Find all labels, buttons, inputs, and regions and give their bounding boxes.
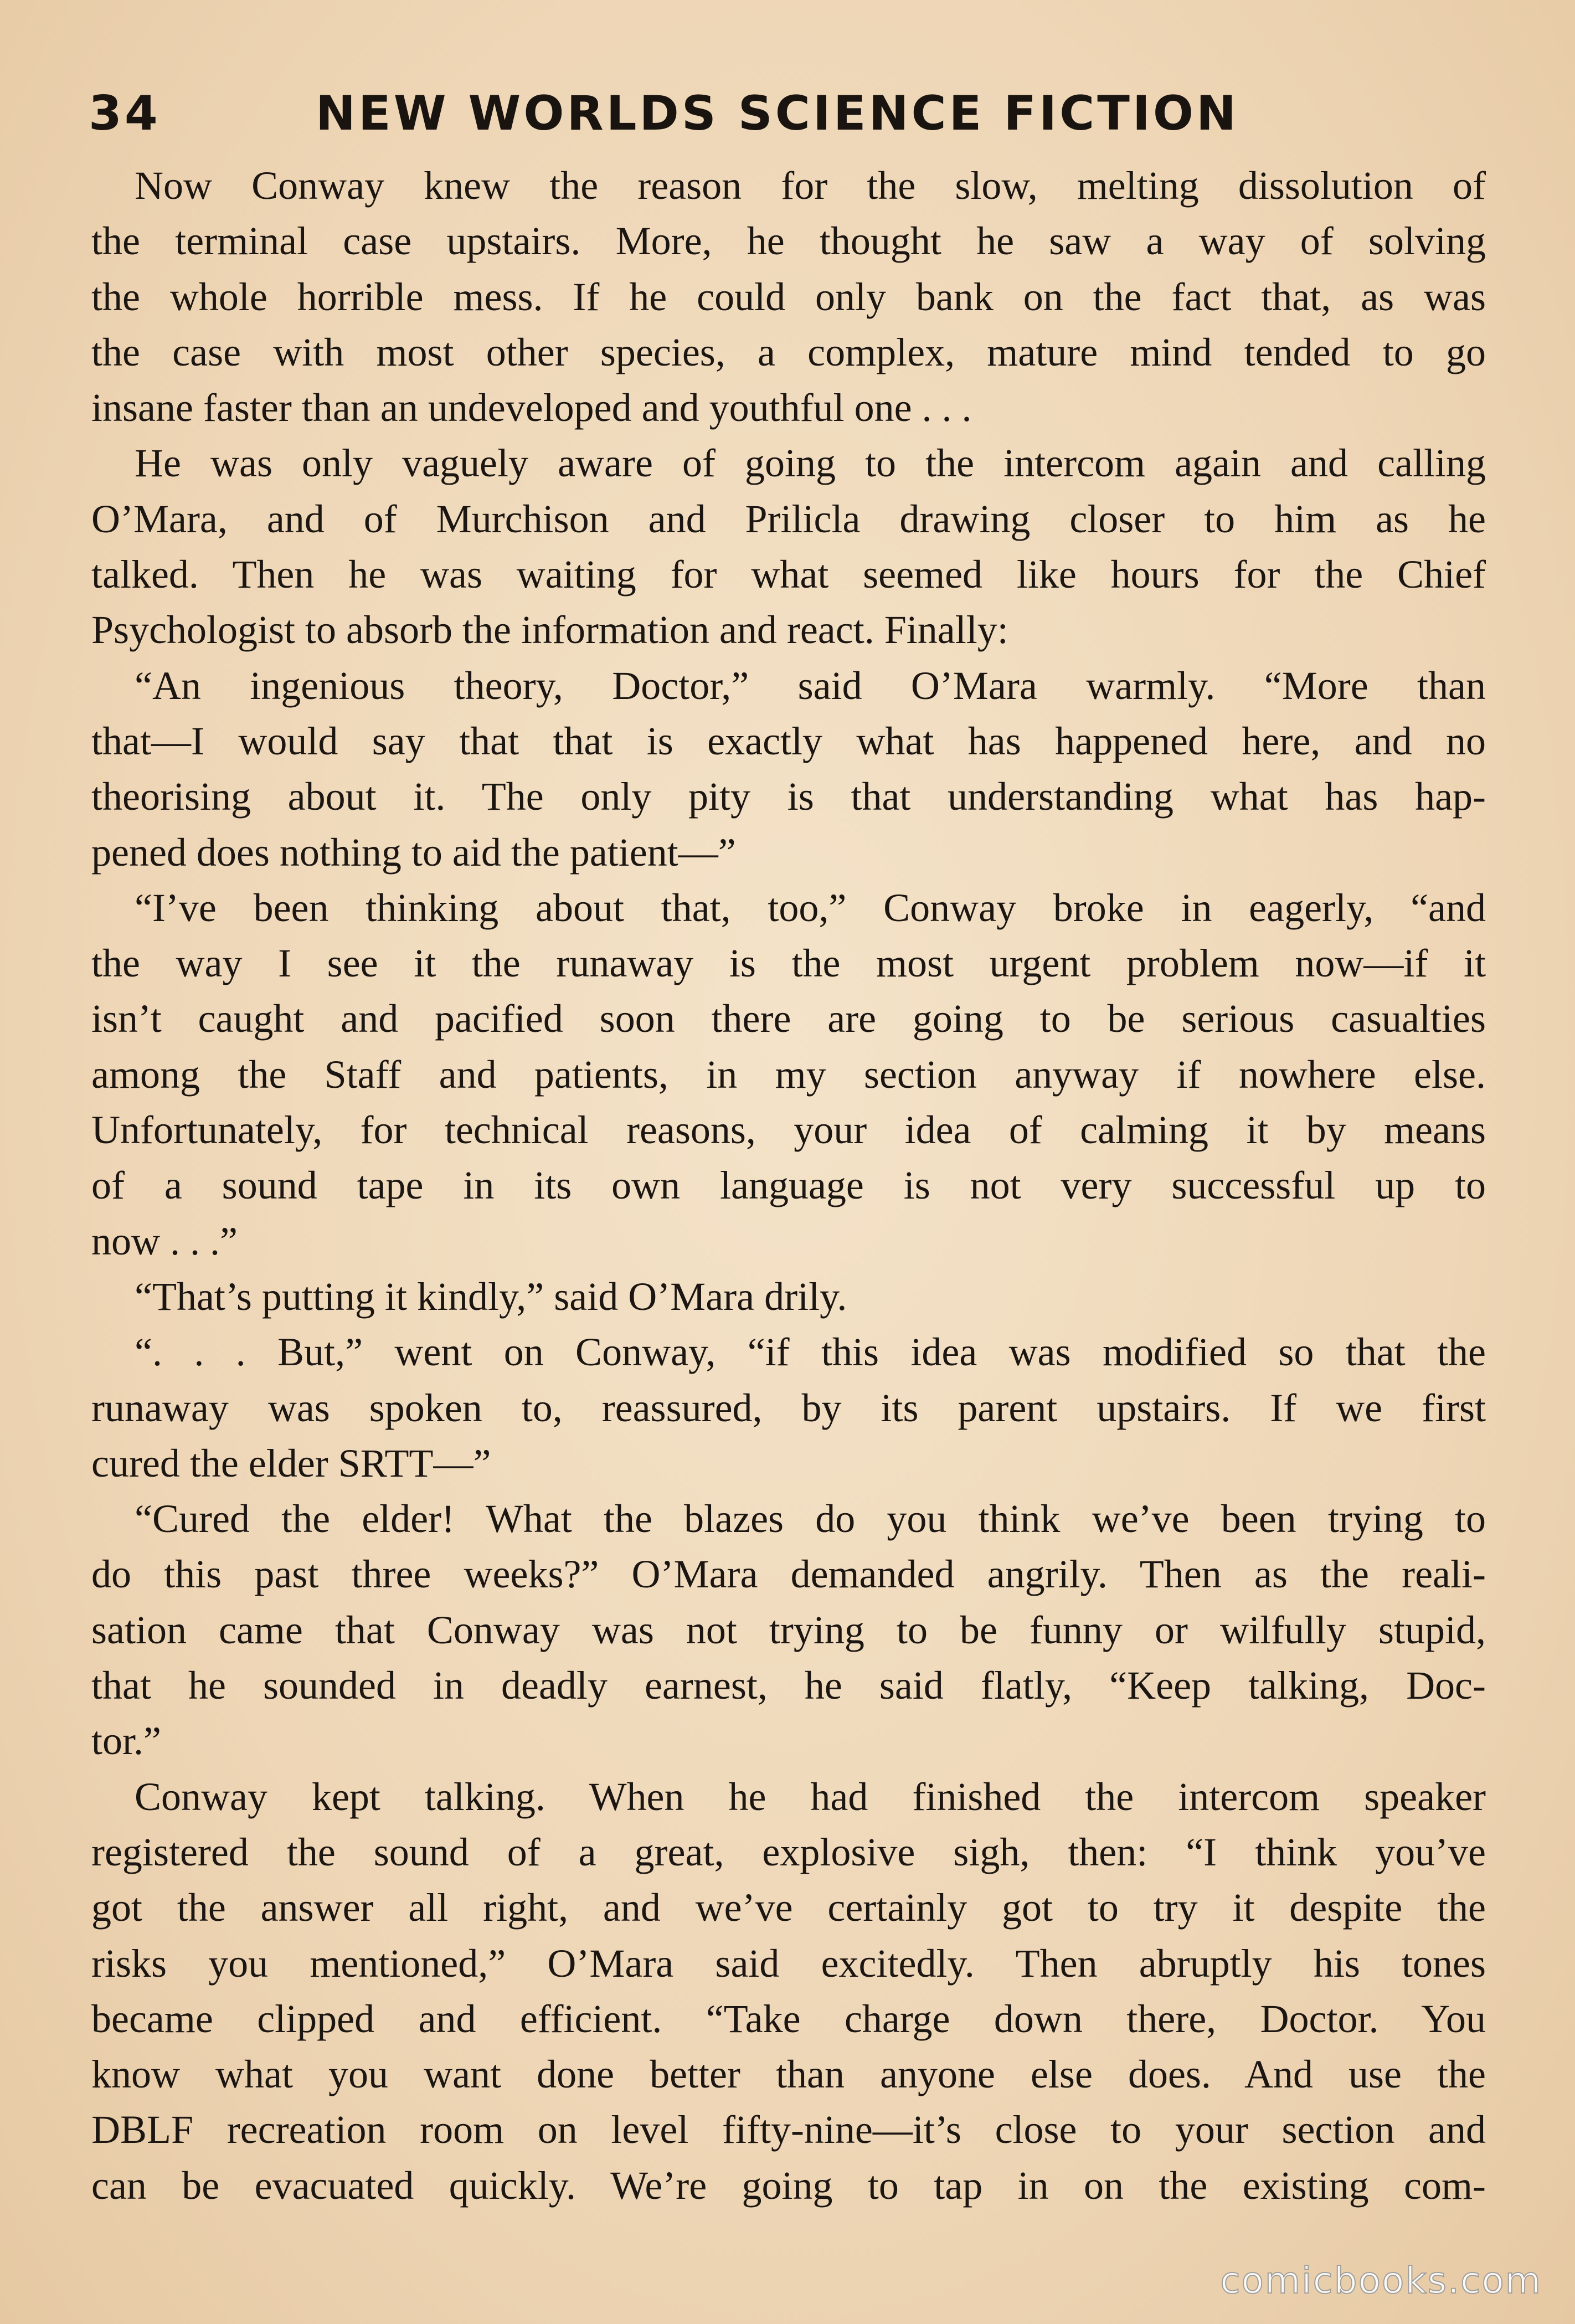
text-line: that—I would say that that is exactly what has happened here, and no: [91, 718, 1486, 763]
text-line: now . . .”: [91, 1218, 238, 1263]
magazine-title: NEW WORLDS SCIENCE FICTION: [316, 86, 1239, 141]
text-line: “That’s putting it kindly,” said O’Mara drily.: [135, 1274, 847, 1319]
text-line: pened does nothing to aid the patient—”: [91, 830, 736, 875]
text-line: the whole horrible mess. If he could only bank on the fact that, as was: [91, 274, 1486, 319]
text-line: cured the elder SRTT—”: [91, 1441, 491, 1485]
text-line: “An ingenious theory, Doctor,” said O’Mara warmly. “More than: [135, 663, 1486, 708]
text-line: Psychologist to absorb the information and react. Finally:: [91, 608, 1008, 652]
text-line: runaway was spoken to, reassured, by its parent upstairs. If we first: [91, 1385, 1486, 1430]
text-line: of a sound tape in its own language is not very successful up to: [91, 1163, 1486, 1208]
text-line: can be evacuated quickly. We’re going to tap in on the existing com-: [91, 2163, 1486, 2208]
page-number: 34: [89, 86, 161, 141]
text-line: “Cured the elder! What the blazes do you think we’ve been trying to: [135, 1497, 1486, 1541]
text-line: “I’ve been thinking about that, too,” Conway broke in eagerly, “and: [135, 885, 1486, 930]
text-line: Unfortunately, for technical reasons, your idea of calming it by means: [91, 1108, 1486, 1153]
text-line: insane faster than an undeveloped and youthful one . . .: [91, 385, 972, 430]
text-line: among the Staff and patients, in my section anyway if nowhere else.: [91, 1052, 1486, 1097]
text-line: the terminal case upstairs. More, he thought he saw a way of solving: [91, 219, 1486, 264]
text-line: tor.”: [91, 1719, 161, 1763]
text-line: risks you mentioned,” O’Mara said excitedly. Then abruptly his tones: [91, 1941, 1486, 1986]
text-line: O’Mara, and of Murchison and Prilicla drawing closer to him as he: [91, 496, 1486, 541]
text-line: talked. Then he was waiting for what seemed like hours for the Chief: [91, 552, 1486, 597]
body-text: [91, 158, 1486, 2213]
text-line: Now Conway knew the reason for the slow, melting dissolution of: [135, 163, 1486, 208]
text-line: know what you want done better than anyone else does. And use the: [91, 2052, 1486, 2097]
text-line: isn’t caught and pacified soon there are going to be serious casualties: [91, 996, 1486, 1041]
text-line: got the answer all right, and we’ve certainly got to try it despite the: [91, 1885, 1486, 1930]
text-line: He was only vaguely aware of going to the intercom again and calling: [135, 441, 1486, 486]
running-header: [89, 80, 1307, 147]
text-line: became clipped and efficient. “Take charge down there, Doctor. You: [91, 1996, 1486, 2041]
text-line: DBLF recreation room on level fifty-nine—it’s close to your section and: [91, 2107, 1486, 2152]
text-line: registered the sound of a great, explosive sigh, then: “I think you’ve: [91, 1829, 1486, 1874]
text-line: the way I see it the runaway is the most urgent problem now—if it: [91, 941, 1486, 986]
text-line: sation came that Conway was not trying to be funny or wilfully stupid,: [91, 1607, 1486, 1652]
watermark-logo: comicbooks.com: [1220, 2259, 1542, 2302]
text-line: the case with most other species, a complex, mature mind tended to go: [91, 330, 1486, 374]
text-line: that he sounded in deadly earnest, he said flatly, “Keep talking, Doc-: [91, 1663, 1486, 1708]
text-line: “. . . But,” went on Conway, “if this idea was modified so that the: [135, 1330, 1486, 1375]
text-line: theorising about it. The only pity is that understanding what has hap-: [91, 774, 1486, 819]
text-line: do this past three weeks?” O’Mara demanded angrily. Then as the reali-: [91, 1552, 1486, 1597]
text-line: Conway kept talking. When he had finished the intercom speaker: [135, 1774, 1486, 1819]
